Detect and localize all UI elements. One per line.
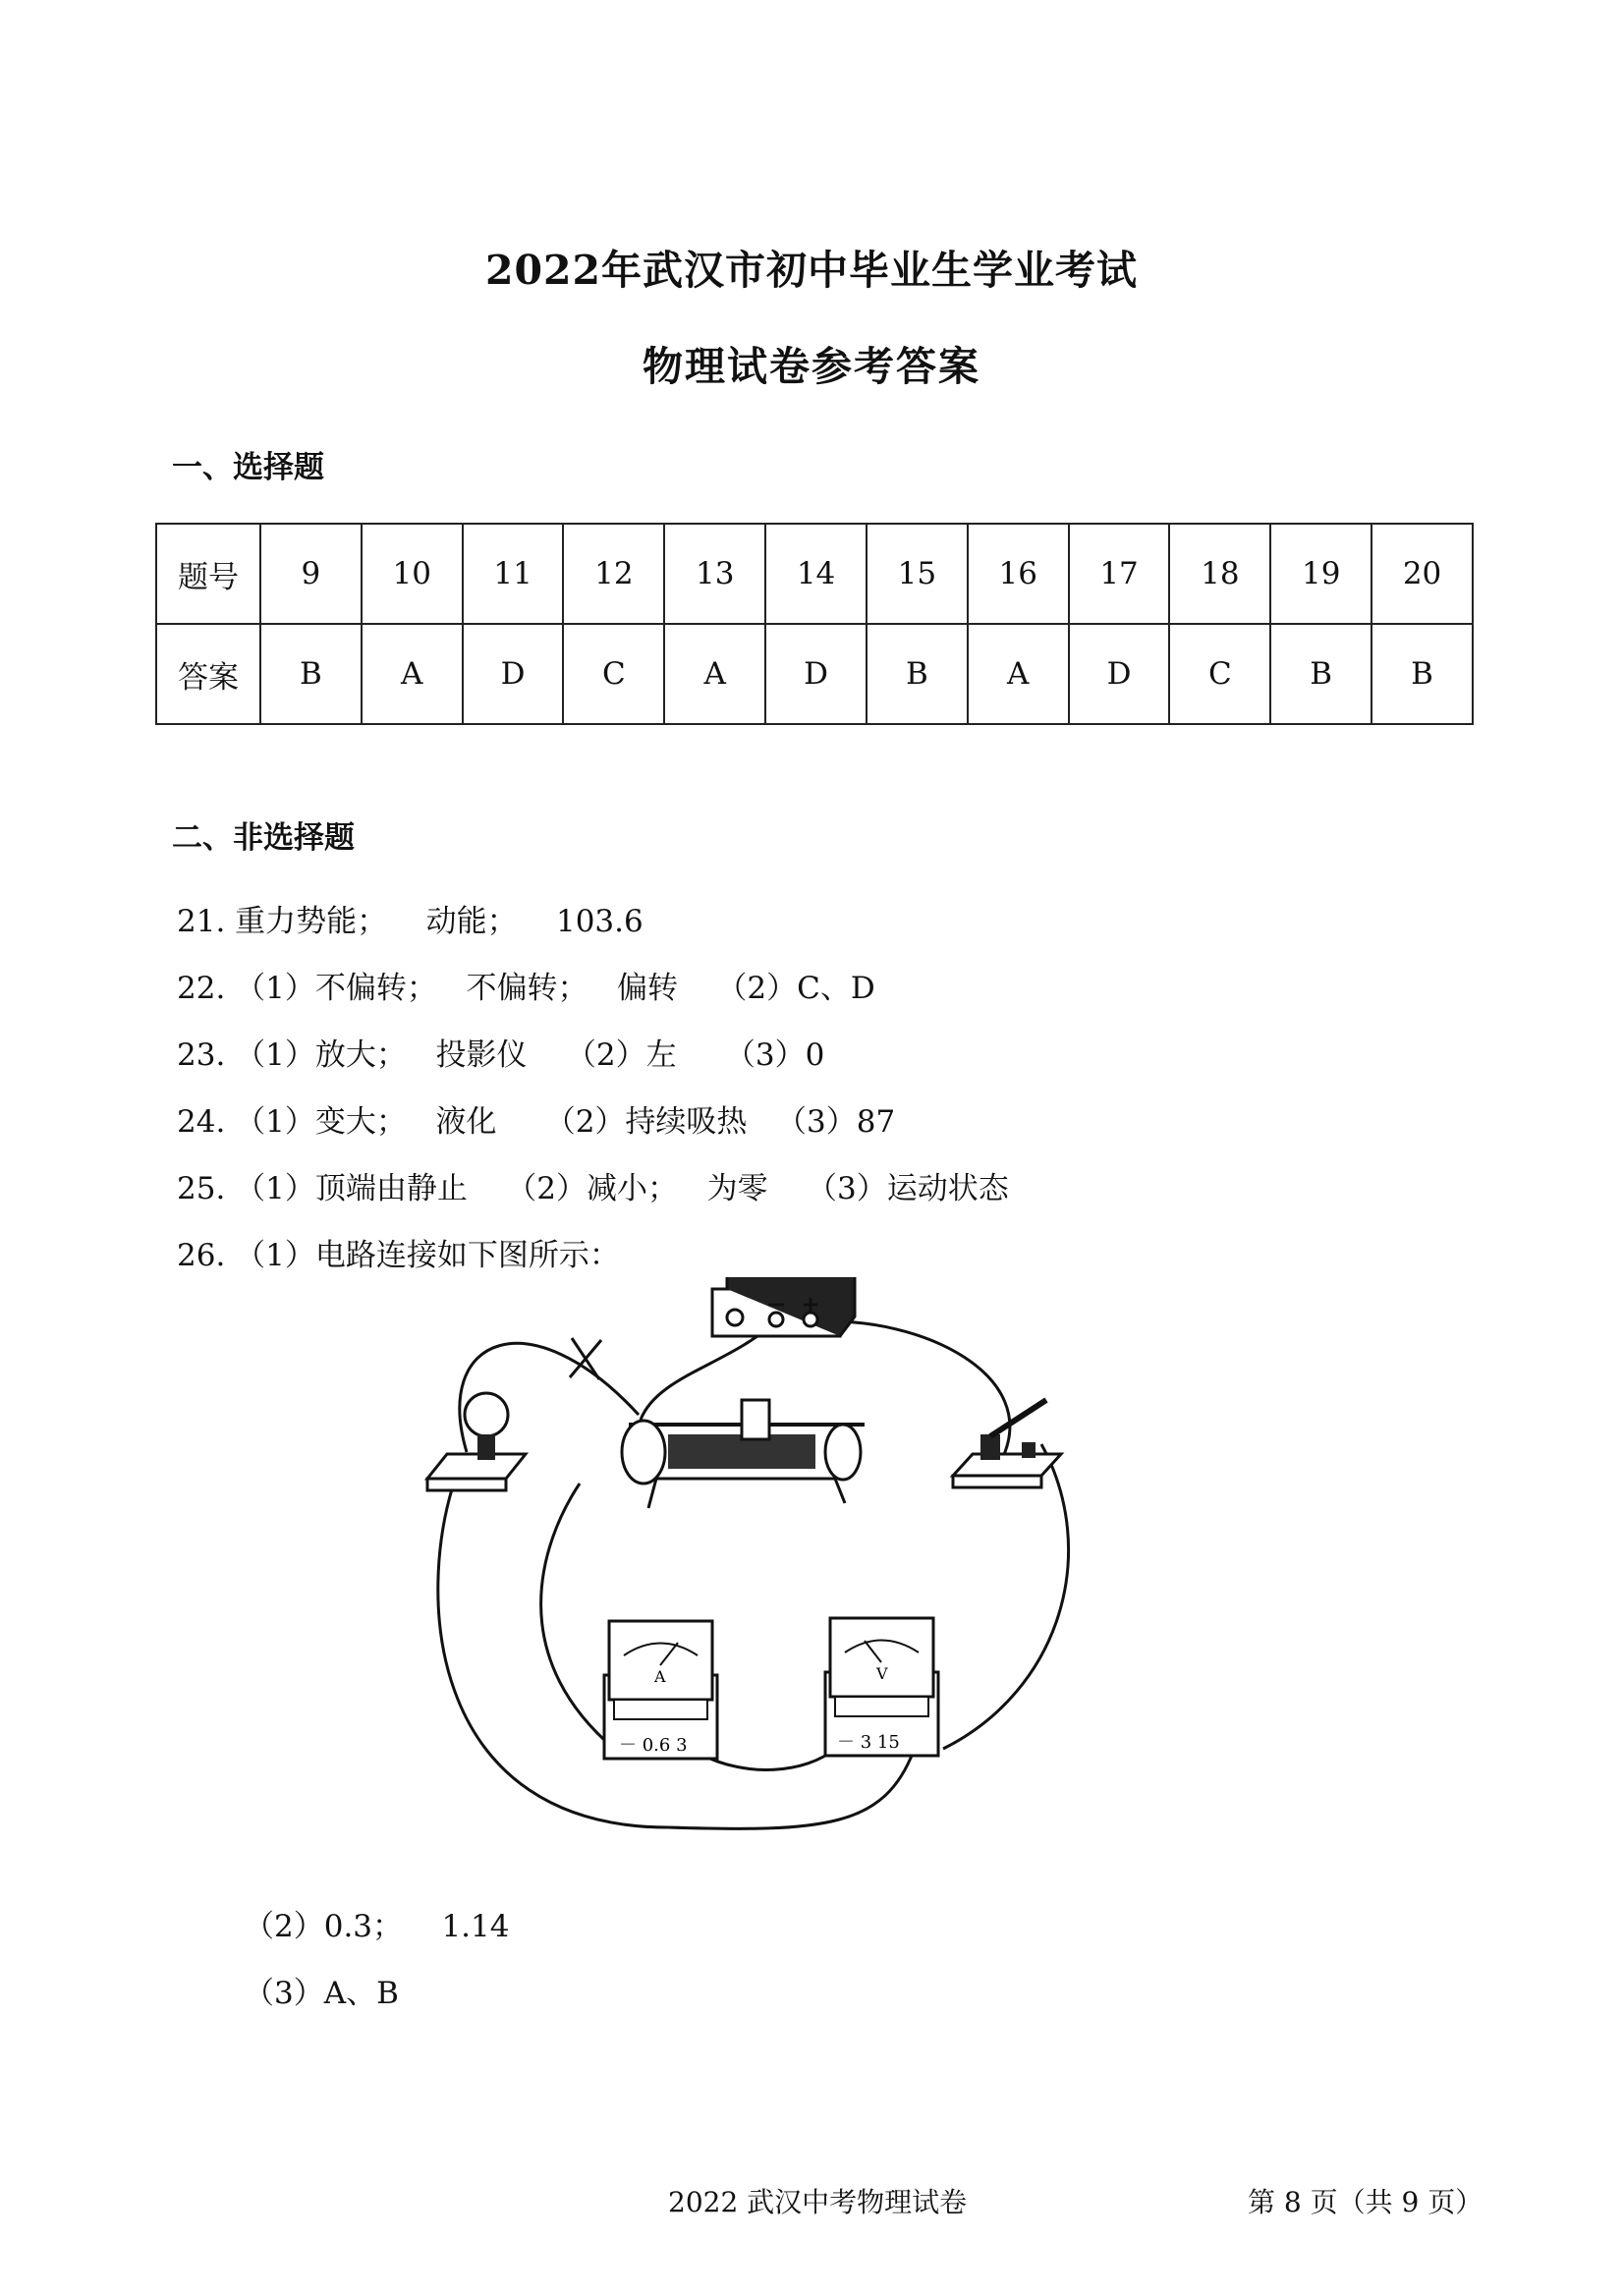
page-title: 2022年武汉市初中毕业生学业考试 <box>484 247 1139 294</box>
light-bulb-icon <box>427 1393 526 1490</box>
ammeter-terminals: － 0.6 3 <box>619 1735 688 1756</box>
table-cell: A <box>362 624 463 724</box>
table-cell: 18 <box>1169 524 1270 624</box>
answer-line-22: 22. （1）不偏转； 不偏转； 偏转 （2）C、D <box>177 971 875 1006</box>
row-label-answer: 答案 <box>156 624 260 724</box>
table-cell: D <box>463 624 564 724</box>
voltmeter-label: V <box>876 1664 888 1683</box>
table-cell: 14 <box>765 524 867 624</box>
power-supply-icon <box>712 1277 855 1336</box>
voltmeter-icon <box>825 1618 938 1756</box>
table-cell: 19 <box>1270 524 1371 624</box>
footer-title: 2022 武汉中考物理试卷 <box>668 2186 968 2218</box>
table-cell: C <box>563 624 664 724</box>
page-subtitle: 物理试卷参考答案 <box>643 343 980 390</box>
answer-line-25: 25. （1）顶端由静止 （2）减小； 为零 （3）运动状态 <box>177 1171 1009 1206</box>
wire-ammeter-to-voltmeter <box>700 1749 835 1769</box>
cross-mark-icon <box>570 1338 601 1379</box>
rheostat-icon <box>622 1400 865 1508</box>
table-cell: B <box>1371 624 1473 724</box>
table-row-numbers <box>156 524 1473 624</box>
table-cell: 20 <box>1371 524 1473 624</box>
voltmeter-terminals: － 3 15 <box>837 1732 900 1753</box>
answer-line-24: 24. （1）变大； 液化 （2）持续吸热 （3）87 <box>177 1104 896 1140</box>
row-label-number: 题号 <box>156 524 260 624</box>
table-cell: A <box>664 624 765 724</box>
table-cell: 17 <box>1069 524 1170 624</box>
table-cell: 10 <box>362 524 463 624</box>
table-cell: C <box>1169 624 1270 724</box>
section-heading-multiple-choice: 一、选择题 <box>172 450 324 485</box>
page-number: 第 8 页（共 9 页） <box>1248 2186 1483 2218</box>
circuit-diagram <box>413 1277 1100 1867</box>
answer-table <box>155 523 1474 725</box>
wire-switch-to-voltmeter <box>943 1444 1069 1749</box>
table-cell: 16 <box>968 524 1069 624</box>
table-cell: B <box>867 624 968 724</box>
table-row-answers <box>156 624 1473 724</box>
section-heading-non-choice: 二、非选择题 <box>172 820 355 856</box>
answer-line-26-3: （3）A、B <box>244 1976 399 2011</box>
table-cell: A <box>968 624 1069 724</box>
answer-line-26-2: （2）0.3； 1.14 <box>244 1909 510 1944</box>
table-cell: 12 <box>563 524 664 624</box>
answer-line-21: 21. 重力势能； 动能； 103.6 <box>177 904 644 939</box>
table-cell: 15 <box>867 524 968 624</box>
ammeter-icon <box>604 1621 717 1759</box>
table-cell: B <box>260 624 362 724</box>
table-cell: 9 <box>260 524 362 624</box>
answer-line-23: 23. （1）放大； 投影仪 （2）左 （3）0 <box>177 1037 825 1073</box>
table-cell: 13 <box>664 524 765 624</box>
table-cell: B <box>1270 624 1371 724</box>
table-cell: D <box>1069 624 1170 724</box>
table-cell: 11 <box>463 524 564 624</box>
table-cell: D <box>765 624 867 724</box>
ammeter-label: A <box>654 1667 666 1686</box>
answer-line-26: 26. （1）电路连接如下图所示： <box>177 1238 620 1273</box>
